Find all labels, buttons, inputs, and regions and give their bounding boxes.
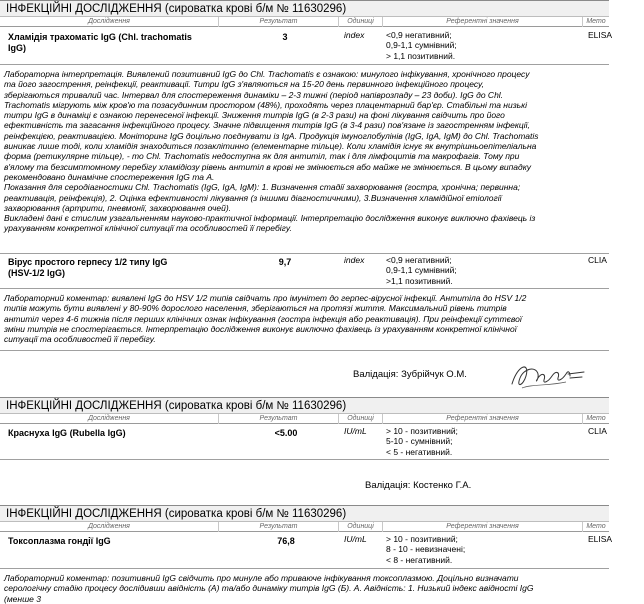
reference-line: < 5 - негативний. — [386, 446, 453, 457]
test-name: Вірус простого герпесу 1/2 типу IgG (HSV-1/2 IgG) — [8, 257, 168, 278]
test-name: Краснуха IgG (Rubella IgG) — [8, 428, 126, 438]
column-header-row — [0, 414, 609, 424]
test-units: index — [344, 255, 365, 265]
section-header — [0, 0, 609, 17]
col-reference: Референтні значення — [382, 414, 582, 424]
test-name: Токсоплазма гондії IgG — [8, 536, 111, 546]
column-header-row — [0, 522, 609, 532]
reference-line: < 8 - негативний. — [386, 554, 453, 565]
test-units: IU/mL — [344, 426, 367, 436]
test-reference — [386, 30, 457, 61]
reference-line: <0,9 негативний; — [386, 30, 452, 40]
comment-line: Лабораторний коментар: позитивний IgG свідчить про минуле або триваюче інфікування токсоплазмою. Доцільно визначати — [4, 573, 519, 583]
col-test: Дослідження — [88, 18, 130, 25]
test-result: 76,8 — [277, 536, 295, 546]
col-method: Мето — [582, 17, 609, 27]
comment-line: типів можуть бути виявлені у 80-90% дорослого населення, зберігаються на протязі життя. Максимальний рівень титрів — [4, 303, 507, 314]
column-header-row — [0, 17, 609, 27]
divider — [0, 253, 609, 254]
reference-line: > 10 - позитивний; — [386, 534, 458, 544]
comment-line: зберігаються тривалий час. Інтервал для спостереження динаміки – 2-3 тижні (період напіврозпаду – 23 доби). IgG до Chl. — [4, 89, 504, 100]
test-units: IU/mL — [344, 534, 367, 544]
lab-comment — [4, 293, 644, 344]
comment-line: (менше 3 — [4, 593, 41, 604]
test-reference — [386, 534, 465, 565]
section-header — [0, 397, 609, 414]
col-units: Одиниці — [338, 522, 382, 532]
test-units: index — [344, 30, 365, 40]
comment-line: форма (ретикулярне тільце), - то Chl. Trachomatis недоступна як для антитіл, так і для лімфоцитів та макрофагів. Тому при — [4, 151, 520, 162]
comment-line: зміни титрів не спостерігається. Інтерпретацію дослідження виконує виключно фахівець із урахуванням конкретної клінічної — [4, 323, 517, 334]
col-test: Дослідження — [88, 415, 130, 422]
divider — [0, 64, 609, 65]
reference-line: <0,9 негативний; — [386, 255, 452, 265]
test-result: 3 — [282, 32, 288, 42]
comment-line: реінфекцією, реактивацією. Моніторинг IgG доцільно поєднувати із IgA. Продукція імуноглобулінів (IgG, IgA, IgM) до Chl. Trachomatis — [4, 130, 539, 141]
col-method: Мето — [582, 414, 609, 424]
col-units: Одиниці — [338, 17, 382, 27]
comment-line: рекомендовано динамічне спостереження IgG та А. — [4, 171, 215, 182]
comment-line: титри IgG в динаміці є ознакою перенесеної інфекції. Зниження титрів IgG (в 2-3 рази) на фоні лікування свідчить про його — [4, 110, 505, 121]
comment-line: в'ялому та безсимптомному перебігу хламідіозу рівень антитіл в крові не змінюється або майже не змінюється. В цьому випадку — [4, 161, 531, 172]
comment-line: Лабораторна інтерпретація. Виявлений позитивний IgG до Chl. Trachomatis є ознакою: минулого інфікування, хронічного процесу — [4, 69, 530, 79]
comment-line: Викладені дані є стислим узагальненням науково-практичної інформації. Інтерпретацію дослідження виконує виключно фахівець із — [4, 213, 536, 224]
comment-line: Лабораторний коментар: виявлені IgG до HSV 1/2 типів свідчать про імунітет до герпес-вірусної інфекції. Антитіла до HSV 1/2 — [4, 293, 527, 303]
reference-line: 5-10 - сумнівний; — [386, 436, 453, 447]
comment-line: ефективність та загасання інфекційного процесу. Значне підвищення титрів IgG (в 3-4 рази) пов'язане із загостренням інфекції, — [4, 120, 530, 131]
reference-line: 8 - 10 - невизначені; — [386, 544, 466, 555]
reference-line: 0,9-1,1 сумнівний; — [386, 40, 457, 51]
comment-line: захворювання (артрити, пневмонії, захворювання очей). — [4, 202, 232, 213]
reference-line: >1,1 позитивний. — [386, 275, 453, 286]
reference-line: > 10 - позитивний; — [386, 426, 458, 436]
col-reference: Референтні значення — [382, 522, 582, 532]
comment-line: урахуванням конкретної клінічної ситуації та особливостей її перебігу. — [4, 223, 292, 234]
col-units: Одиниці — [338, 414, 382, 424]
section-title: ІНФЕКЦІЙНІ ДОСЛІДЖЕННЯ (сироватка крові б/м № 11630296) — [6, 508, 347, 520]
test-method: ELISA — [588, 534, 613, 544]
comment-line: та його загострення, реінфекції, реактивації. Титри IgG з'являються на 15-20 день первинного інфекційного процесу, — [4, 79, 485, 90]
test-method: CLIA — [588, 255, 607, 265]
validation-label: Валідація: Зубрійчук О.М. — [353, 369, 467, 380]
section-title: ІНФЕКЦІЙНІ ДОСЛІДЖЕННЯ (сироватка крові б/м № 11630296) — [6, 400, 347, 412]
lab-interpretation — [4, 69, 644, 234]
test-result: <5.00 — [274, 428, 298, 438]
reference-line: 0,9-1,1 сумнівний; — [386, 265, 457, 276]
col-method: Мето — [582, 522, 609, 532]
test-result: 9,7 — [278, 257, 292, 267]
test-reference — [386, 255, 457, 286]
reference-line: > 1,1 позитивний. — [386, 50, 456, 61]
comment-line: антитіл через 4-6 тижнів після перших клінічних ознак інфікування (гостра інфекція або реактивація). При реінфекції суттєвої — [4, 313, 522, 324]
test-method: CLIA — [588, 426, 607, 436]
comment-line: реактивація, реінфекція), 2. Оцінка ефективності лікування (з іншими діагностичними), 3.Визначення хламідійної етіології — [4, 192, 502, 203]
divider — [0, 350, 609, 351]
col-test: Дослідження — [88, 523, 130, 530]
section-header — [0, 505, 609, 522]
divider — [0, 568, 609, 569]
divider — [0, 459, 609, 460]
comment-line: ситуації та особливостей її перебігу. — [4, 334, 156, 345]
comment-line: серологічну стадію процесу дослідивши авідність (А) та/або динаміку титрів IgG (Б). А. Авідність: 1. Низький індекс авідності IgG — [4, 583, 534, 594]
comment-line: Trachomatis мігрують між кров'ю та позасудинним простором (48%), проходять через плацентарний бар'єр. Стабільні та низькі — [4, 99, 528, 110]
section-title: ІНФЕКЦІЙНІ ДОСЛІДЖЕННЯ (сироватка крові б/м № 11630296) — [6, 3, 347, 15]
signature — [508, 358, 588, 392]
validation-label: Валідація: Костенко Г.А. — [365, 480, 472, 491]
comment-line: виникає лише тоді, коли хламідія знаходиться позаклітинно (елементарне тільце). Коли хламідія існує як внутрішньоепітеліальна — [4, 141, 537, 152]
test-method: ELISA — [588, 30, 613, 40]
test-name: Хламідія трахоматіс IgG (Chl. trachomatis IgG) — [8, 32, 192, 53]
test-reference — [386, 426, 458, 457]
col-result: Результат — [218, 522, 338, 532]
col-result: Результат — [218, 414, 338, 424]
col-reference: Референтні значення — [382, 17, 582, 27]
comment-line: Показання для серодіагностики Chl. Trachomatis (IgG, IgA, IgM): 1. Визначення стадії захворювання (гостра, хронічна; первинна; — [4, 182, 521, 193]
divider — [0, 288, 609, 289]
lab-comment — [4, 573, 644, 604]
col-result: Результат — [218, 17, 338, 27]
